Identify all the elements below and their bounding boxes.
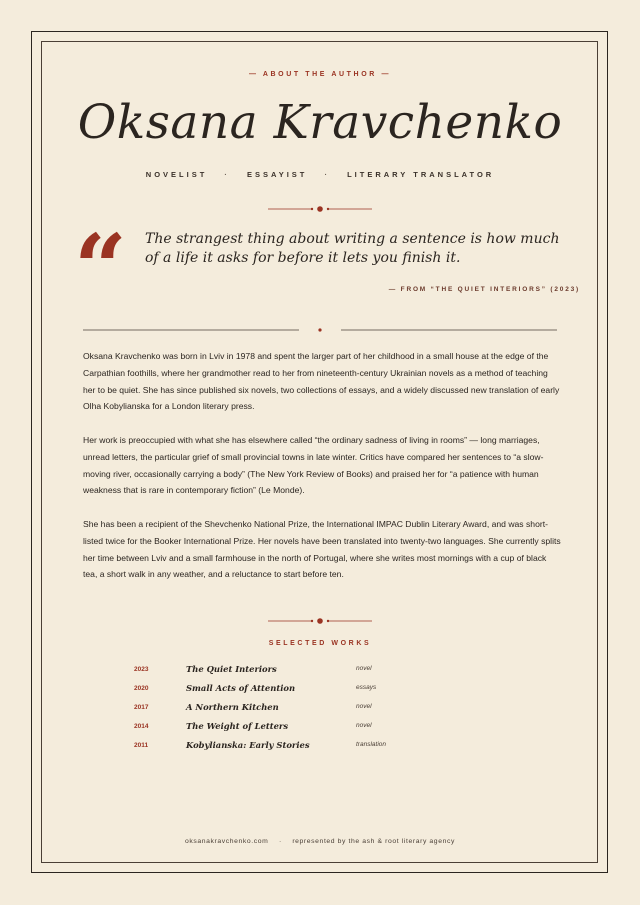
ornament-divider bbox=[0, 615, 640, 627]
work-type: novel bbox=[356, 722, 372, 729]
work-item bbox=[0, 719, 640, 737]
role-separator: · bbox=[224, 170, 230, 179]
role-translator: LITERARY TRANSLATOR bbox=[347, 170, 495, 179]
work-title: The Quiet Interiors bbox=[186, 664, 277, 674]
work-type: novel bbox=[356, 703, 372, 710]
work-type: translation bbox=[356, 741, 386, 748]
section-rule bbox=[0, 324, 640, 336]
selected-works-heading: SELECTED WORKS bbox=[268, 640, 372, 647]
work-title: The Weight of Letters bbox=[186, 721, 289, 731]
work-year: 2011 bbox=[134, 742, 149, 749]
bio-paragraph bbox=[83, 348, 561, 415]
work-item bbox=[0, 681, 640, 699]
agency-credit: represented by the ash & root literary agency bbox=[292, 838, 455, 845]
work-title: Small Acts of Attention bbox=[186, 683, 296, 693]
footer-separator: · bbox=[278, 838, 282, 845]
work-year: 2023 bbox=[134, 666, 149, 673]
quote-source: — FROM “THE QUIET INTERIORS” (2023) bbox=[388, 286, 580, 293]
bio-text: She has been a recipient of the Shevchenko National Prize, the International IMPAC Dublin Literary Award, and was short-listed twice for the Booker International Prize. Her novels have been translated into twenty-two languages. She currently splits her time between Lviv and a small farmhouse in the north of Portugal, where she writes most mornings with a cup of black tea, a short walk in any weather, and a reluctance to start before ten. bbox=[83, 519, 561, 580]
footer bbox=[0, 838, 640, 845]
work-item bbox=[0, 738, 640, 756]
pull-quote: The strangest thing about writing a sentence is how much of a life it asks for before it lets you finish it. bbox=[145, 231, 560, 266]
work-year: 2020 bbox=[134, 685, 149, 692]
author-website-link[interactable]: oksanakravchenko.com bbox=[185, 838, 269, 845]
section-eyebrow: — ABOUT THE AUTHOR — bbox=[248, 71, 392, 78]
bio-paragraph bbox=[83, 516, 561, 583]
author-name: Oksana Kravchenko bbox=[77, 95, 563, 150]
bio-paragraph bbox=[83, 432, 561, 499]
role-novelist: NOVELIST bbox=[145, 170, 208, 179]
work-type: novel bbox=[356, 665, 372, 672]
role-separator: · bbox=[324, 170, 330, 179]
work-title: A Northern Kitchen bbox=[186, 702, 279, 712]
work-year: 2017 bbox=[134, 704, 149, 711]
quote-mark-icon: “ bbox=[74, 214, 127, 322]
bio-text: Her work is preoccupied with what she has elsewhere called “the ordinary sadness of living in rooms” — long marriages, unread letters, the particular grief of small provincial towns in late winter. Critics have compared her sentences to “a slow-moving river, occasionally carrying a body” (The New York Review of Books) and praised her for “a patience with human weakness that is rare in contemporary fiction” (Le Monde). bbox=[83, 435, 544, 496]
author-roles bbox=[0, 170, 640, 179]
bio-text: Oksana Kravchenko was born in Lviv in 1978 and spent the larger part of her childhood in a small house at the edge of the Carpathian foothills, where her grandmother read to her from nineteenth-century Ukrainian novels as a method of teaching her to be quiet. She has since published six novels, two collections of essays, and a widely discussed new translation of early Olha Kobylianska for a London literary press. bbox=[83, 351, 560, 412]
work-year: 2014 bbox=[134, 723, 149, 730]
work-title: Kobylianska: Early Stories bbox=[186, 740, 310, 750]
work-type: essays bbox=[356, 684, 377, 691]
role-essayist: ESSAYIST bbox=[246, 170, 308, 179]
work-item bbox=[0, 700, 640, 718]
work-item bbox=[0, 662, 640, 680]
